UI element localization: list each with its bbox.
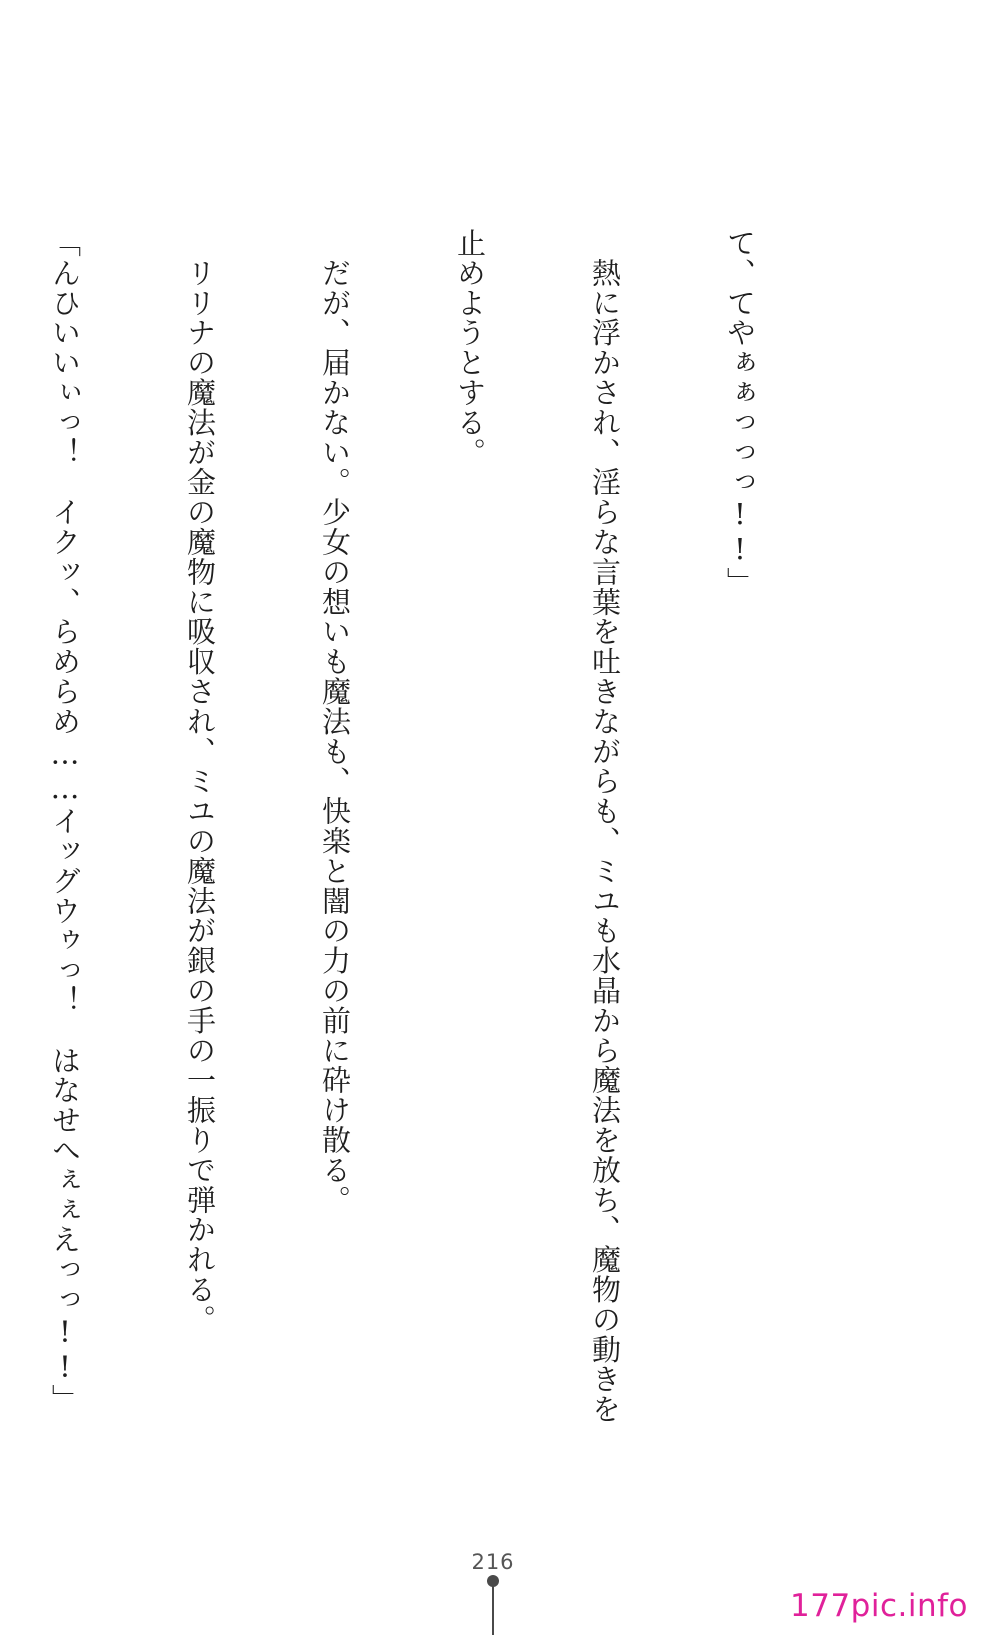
text-line: 止めようとする。 [453, 228, 487, 468]
text-line: だが、届かない。少女の想いも魔法も、快楽と闇の力の前に砕け散る。 [318, 228, 352, 1215]
text-line: リリナの魔法が金の魔物に吸収され、ミユの魔法が銀の手の一振りで弾かれる。 [183, 228, 217, 1335]
vertical-text-body [0, 228, 852, 1424]
text-line: 熱に浮かされ、淫らな言葉を吐きながらも、ミユも水晶から魔法を放ち、魔物の動きを [588, 228, 622, 1424]
page-number: 216 [471, 1550, 515, 1574]
site-watermark: 177pic.info [790, 1588, 968, 1624]
text-line: て、てやぁぁっっっ!!」 [723, 228, 757, 597]
text-line: 「んひいいぃっ！ イクッ、らめらめ……イッグウゥっ！ はなせへぇぇえっっ!!」 [48, 228, 82, 1415]
folio-line-ornament [492, 1578, 494, 1635]
